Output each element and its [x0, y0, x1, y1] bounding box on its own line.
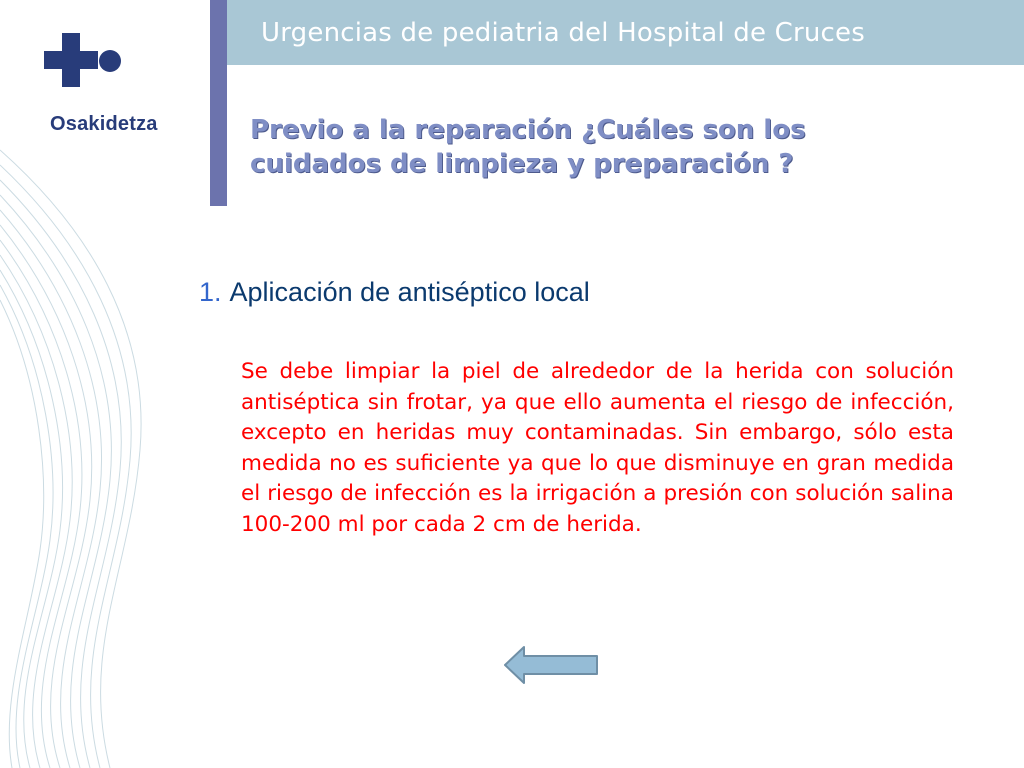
- brand-name: Osakidetza: [50, 113, 158, 135]
- left-arrow-icon[interactable]: [502, 644, 600, 686]
- slide-title-line-2: cuidados de limpieza y preparación ?: [250, 149, 794, 179]
- point-heading-text: Aplicación de antiséptico local: [229, 277, 590, 307]
- slide-title: [250, 113, 970, 181]
- point-heading: [199, 277, 590, 308]
- point-number: 1.: [199, 277, 222, 307]
- header-side-bar: [210, 0, 227, 206]
- osakidetza-logo-icon: [44, 24, 134, 96]
- header-band: [227, 0, 1024, 65]
- header-title: Urgencias de pediatria del Hospital de Cruces: [261, 18, 865, 48]
- slide-title-line-1: Previo a la reparación ¿Cuáles son los: [250, 115, 806, 145]
- point-body-text: Se debe limpiar la piel de alrededor de la herida con solución antiséptica sin frotar, ya que ello aumenta el riesgo de infección, excepto en heridas muy contaminadas. Sin embargo, sólo esta medida no es suficiente ya que lo que disminuye en gran medida el riesgo de infección es la irrigación a presión con solución salina 100-200 ml por cada 2 cm de herida.: [241, 359, 954, 537]
